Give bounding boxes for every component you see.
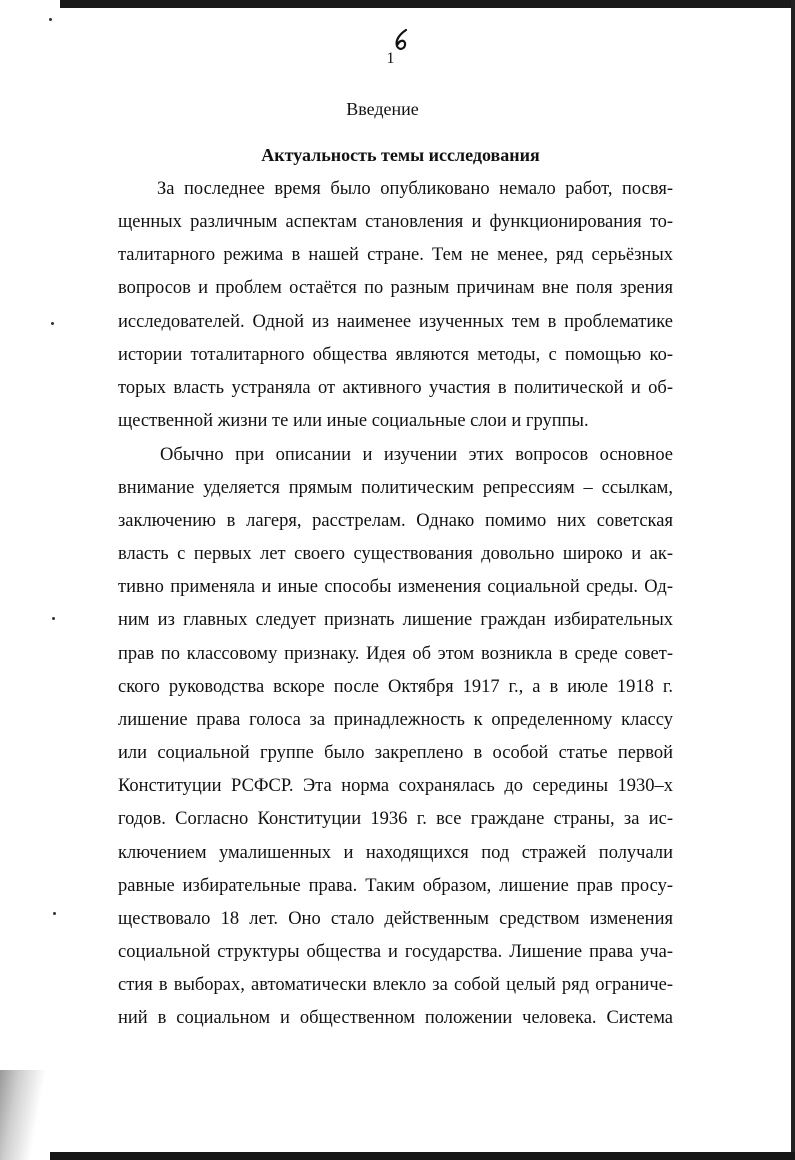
text-line: прав по классовому признаку. Идея об этом возникла в среде совет- [118, 644, 673, 664]
text-line: ним из главных следует признать лишение граждан избирательных [118, 610, 673, 630]
text-line: социальной структуры общества и государства. Лишение права уча- [118, 942, 673, 962]
page-number: 1 [386, 50, 395, 67]
text-line: внимание уделяется прямым политическим репрессиям – ссылкам, [118, 478, 673, 498]
text-line: истории тоталитарного общества являются методы, с помощью ко- [118, 345, 673, 365]
text-line: ществовало 18 лет. Оно стало действенным средством изменения [118, 909, 673, 929]
text-line: За последнее время было опубликовано немало работ, посвя- [157, 179, 673, 199]
text-line: исследователей. Одной из наименее изученных тем в проблематике [118, 312, 673, 332]
scan-bottom-border [50, 1152, 795, 1160]
text-line: стия в выборах, автоматически влекло за собой целый ряд ограниче- [118, 975, 673, 995]
text-line: щенных различным аспектам становления и функционирования то- [118, 212, 673, 232]
section-subheading: Актуальность темы исследования [261, 145, 540, 165]
text-line: талитарного режима в нашей стране. Тем не менее, ряд серьёзных [118, 245, 673, 265]
scan-speck [51, 322, 54, 325]
handwritten-page-mark [392, 28, 412, 52]
text-line: вопросов и проблем остаётся по разным причинам вне поля зрения [118, 278, 673, 298]
text-line: Обычно при описании и изучении этих вопросов основное [160, 445, 673, 465]
text-line: торых власть устраняла от активного участия в политической и об- [118, 378, 673, 398]
text-line: равные избирательные права. Таким образом, лишение прав просу- [118, 876, 673, 896]
text-line: ний в социальном и общественном положении человека. Система [118, 1008, 673, 1028]
scan-speck [53, 912, 56, 915]
scan-corner-shadow [0, 1070, 50, 1160]
text-line: ского руководства вскоре после Октября 1917 г., а в июле 1918 г. [118, 677, 673, 697]
text-line: годов. Согласно Конституции 1936 г. все граждане страны, за ис- [118, 809, 673, 829]
text-line: тивно применяла и иные способы изменения социальной среды. Од- [118, 577, 673, 597]
scan-speck [49, 18, 52, 21]
section-heading: Введение [346, 99, 419, 119]
scan-top-border [60, 0, 795, 8]
scan-right-border [791, 0, 795, 1160]
text-line: заключению в лагеря, расстрелам. Однако помимо них советская [118, 511, 673, 531]
text-line: Конституции РСФСР. Эта норма сохранялась до середины 1930–х [118, 776, 673, 796]
text-line: щественной жизни те или иные социальные слои и группы. [118, 411, 589, 431]
text-line: власть с первых лет своего существования довольно широко и ак- [118, 544, 673, 564]
text-line: лишение права голоса за принадлежность к определенному классу [118, 710, 673, 730]
text-line: или социальной группе было закреплено в особой статье первой [118, 743, 673, 763]
text-line: ключением умалишенных и находящихся под стражей получали [118, 843, 673, 863]
scan-speck [52, 617, 55, 620]
